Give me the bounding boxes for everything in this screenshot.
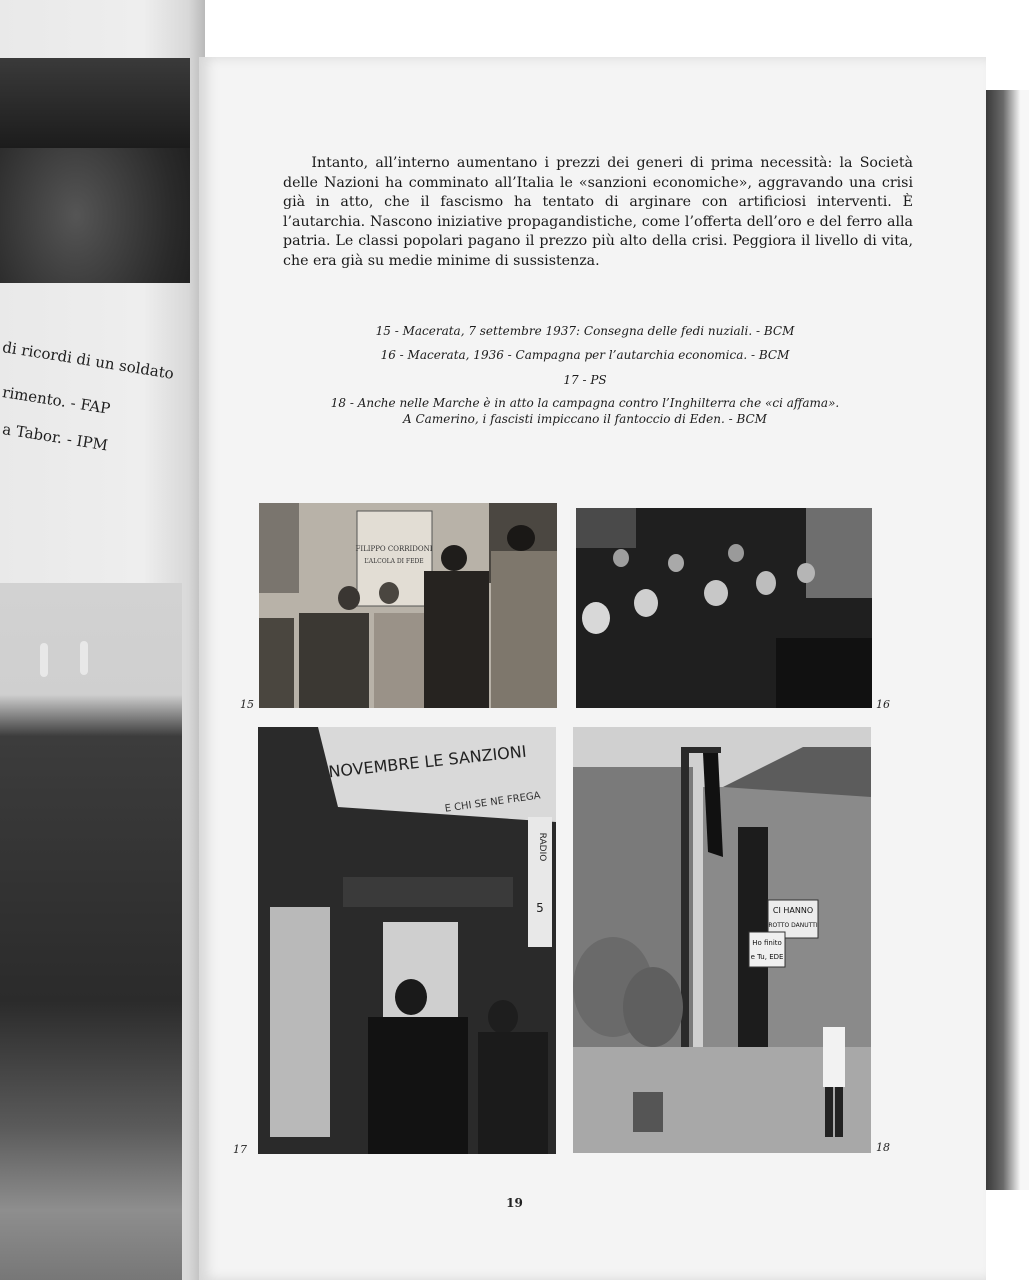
left-photo-landscape: [0, 58, 190, 283]
photo-number-18: 18: [876, 1141, 890, 1154]
page-number: 19: [506, 1196, 523, 1210]
photo-17-banner-subtext: E CHI SE NE FREGA: [444, 790, 542, 815]
photo-number-15: 15: [240, 698, 254, 711]
photo-number-16: 16: [876, 698, 890, 711]
photo-17-radio-sign: RADIO: [537, 832, 547, 862]
photo-17-illustration: [258, 727, 556, 1154]
page-edge-shadow: [986, 90, 1029, 1190]
caption-15: 15 - Macerata, 7 settembre 1937: Consegna delle fedi nuziali. - BCM: [375, 324, 795, 338]
photo-15-illustration: [259, 503, 557, 708]
left-caption-line-3: a Tabor. - IPM: [1, 420, 110, 455]
photo-17: [258, 727, 556, 1154]
figure-silhouette: [40, 643, 48, 677]
photo-18-sign-line-4: e Tu, EDE: [750, 953, 784, 961]
photo-18-sign-line-3: Ho finito: [752, 939, 782, 947]
left-caption-line-1: di ricordi di un soldato: [1, 338, 176, 383]
caption-18-line-1: 18 - Anche nelle Marche è in atto la campagna contro l’Inghilterra che «ci affama».: [330, 396, 840, 410]
figure-silhouette: [80, 641, 88, 675]
photo-17-banner-text: NOVEMBRE LE SANZIONI: [327, 741, 528, 782]
photo-18-sign-line-2: ROTTO DANUTTI: [768, 922, 818, 929]
photo-number-17: 17: [233, 1143, 247, 1156]
caption-16: 16 - Macerata, 1936 - Campagna per l’autarchia economica. - BCM: [380, 348, 790, 362]
photo-15: [259, 503, 557, 708]
photo-16-illustration: [576, 508, 872, 708]
photo-18-sign-line-1: CI HANNO: [772, 906, 814, 915]
photo-16: [576, 508, 872, 708]
photo-15-sign-line-1: FILIPPO CORRIDONI: [355, 545, 433, 553]
intro-paragraph: Intanto, all’interno aumentano i prezzi dei generi di prima necessità: la Società delle Nazioni ha comminato all’Italia le «sanzioni economiche», aggravando una crisi già in atto, che il fascismo ha tentato di arginare con artificiosi interventi. È l’autarchia. Nascono iniziative propagandistiche, come l’offerta dell’oro e del ferro alla patria. Le classi popolari pagano il prezzo più alto della crisi. Peggiora il livello di vita, che era già su medie minime di sussistenza.: [283, 155, 913, 269]
caption-17: 17 - PS: [563, 373, 607, 387]
photo-18: [573, 727, 871, 1153]
photo-15-sign-line-2: L’ALCOLA DI FEDE: [364, 558, 424, 565]
photo-17-number-sign: 5: [536, 901, 544, 915]
photo-18-illustration: [573, 727, 871, 1153]
left-caption-line-2: rimento. - FAP: [1, 383, 112, 418]
left-facing-page: [0, 0, 205, 1280]
caption-18-line-2: A Camerino, i fascisti impiccano il fantoccio di Eden. - BCM: [403, 412, 767, 426]
left-photo-soldiers: [0, 583, 182, 1280]
